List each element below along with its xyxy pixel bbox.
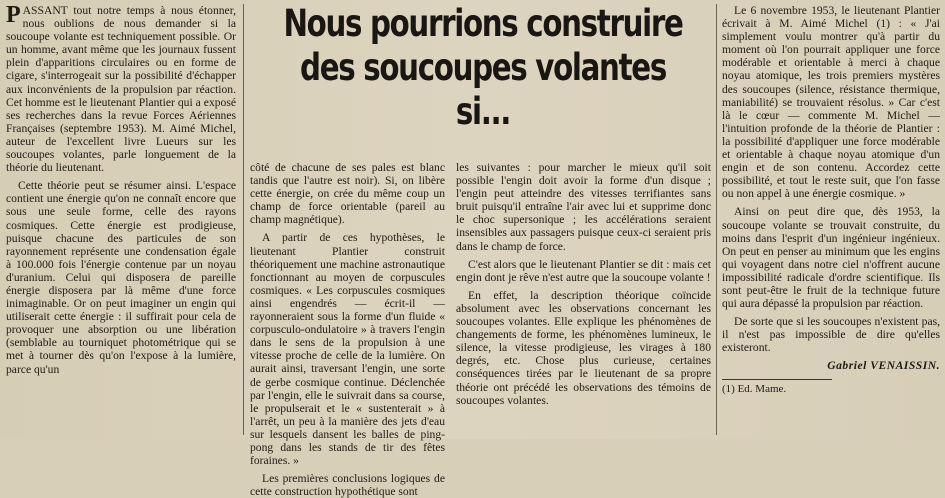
author-signature: Gabriel VENAISSIN. xyxy=(827,359,940,373)
paragraph: Le 6 novembre 1953, le lieutenant Plantier écrivait à M. Aimé Michel (1) : « J'ai simplement voulu montrer qu'à partir du moment où l'on pourrait appliquer une force modérable et orientable à merci à chaque noyau atomique, les trois premiers mystères des soucoupes (silence, résistance thermique, maniabilité) se trouvaient résolus. » Car c'est là le cœur — commente M. Michel — l'intuition profonde de la théorie de Plantier : la possibilité d'appliquer une force modérable et orientable à chaque noyau atomique d'un engin et de son contenu. Accordez cette possibilité, et tout le reste suit, que l'on fasse ou non appel à une énergie cosmique. » xyxy=(722,4,940,201)
paragraph: A partir de ces hypothèses, le lieutenant Plantier construit théoriquement une machine astronautique fonctionnant au moyen de corpuscules cosmiques. « Les corpuscules cosmiques ainsi engendrés — écrit-il — rayonneraient sous la forme d'un fluide « corpusculo-ondulatoire » à travers l'engin dans le sens de la propulsion à une vitesse proche de celle de la lumière. On aurait ainsi, traversant l'engin, une sorte de gerbe cosmique continue. Déclenchée par l'engin, elle le suivrait dans sa course, le propulserait et le « sustenterait » à l'arrêt, un peu à la manière des jets d'eau sur lesquels dansent les balles de ping-pong dans les stands de tir des fêtes foraines. » xyxy=(250,231,445,468)
drop-cap: P xyxy=(6,2,21,28)
intro-text: ASSANT tout notre temps à nous étonner, nous oublions de nous demander si la soucoupe volante est techniquement possible. Or un homme, avant même que les journaux fussent plein d'apparitions circulaires ou en forme de cigare, s'interrogeait sur la possibilité d'échapper aux inconvénients de la propulsion par réaction. Cet homme est le lieutenant Plantier qui a exposé ses recherches dans la revue Forces Aériennes Françaises (septembre 1953). M. Aimé Michel, auteur de l'excellent livre Lueurs sur les soucoupes volantes, parle longuement de la théorie du lieutenant. xyxy=(6,4,236,175)
paragraph: côté de chacune de ses pales est blanc tandis que l'autre est noir). Si, on libère cette énergie, on crée du même coup un champ de force orientable (pareil au champ magnétique). xyxy=(250,161,445,227)
paragraph: Ainsi on peut dire que, dès 1953, la soucoupe volante se trouvait construite, du moins dans l'esprit d'un ingénieur ingénieux. On peut en penser au minimum que les engins qui voyagent dans notre ciel n'offrent aucune impossibilité radicale d'ordre scientifique. Ils sont peut-être le fruit de la technique future qui aura dépassé la propulsion par réaction. xyxy=(722,205,940,311)
paragraph: Les premières conclusions logiques de cette construction hypothétique sont xyxy=(250,472,445,498)
footnote-rule xyxy=(722,379,832,380)
column-1 xyxy=(6,4,236,376)
column-divider xyxy=(716,4,717,435)
column-divider xyxy=(243,4,244,435)
footnote: (1) Ed. Mame. xyxy=(722,382,787,395)
headline: Nous pourrions construire des soucoupes volantes si... xyxy=(283,2,683,133)
paragraph-intro xyxy=(6,4,236,174)
paragraph: De sorte que si les soucoupes n'existent pas, il n'est pas impossible de dire qu'elles existeront. xyxy=(722,315,940,355)
paragraph: les suivantes : pour marcher le mieux qu'il soit possible l'engin doit avoir la forme d'un disque ; l'engin peut atteindre des vitesses terrifiantes sans bruit puisqu'il entraîne l'air avec lui et supprime donc le choc supersonique ; les accélérations seraient insensibles aux passagers puisque ceux-ci seraient pris dans le champ de force. xyxy=(456,161,711,253)
column-3 xyxy=(456,161,711,407)
paragraph: C'est alors que le lieutenant Plantier se dit : mais cet engin dont je rêve n'est autre que la soucoupe volante ! xyxy=(456,257,711,284)
paragraph-theory: Cette théorie peut se résumer ainsi. L'espace contient une énergie qu'on ne connaît encore que sous une seule forme, celle des rayons cosmiques. Cette énergie est prodigieuse, puisque chacune des particules de son rayonnement représente une condensation égale à 100.000 fois l'énergie contenue par un noyau d'uranium. Celui qui disposera de pareille énergie disposera par là même d'une force inimaginable. Or on peut imaginer un engin qui utiliserait cette énergie : il suffirait pour cela de provoquer une absorption ou une libération (semblable au tourniquet photométrique qui se met à tourner dès qu'on l'expose à la lumière, parce qu'un xyxy=(6,179,236,376)
paragraph: En effet, la description théorique coïncide absolument avec les observations concernant les soucoupes volantes. Elle explique les phénomènes de changements de forme, les phénomènes lumineux, le silence, la vitesse prodigieuse, les virages à 180 degrés, etc. Chose plus curieuse, certaines conséquences tirées par le lieutenant de sa propre théorie ont précédé les observations des témoins de soucoupes volantes. xyxy=(456,288,711,407)
column-2 xyxy=(250,161,445,498)
column-4 xyxy=(722,4,940,396)
